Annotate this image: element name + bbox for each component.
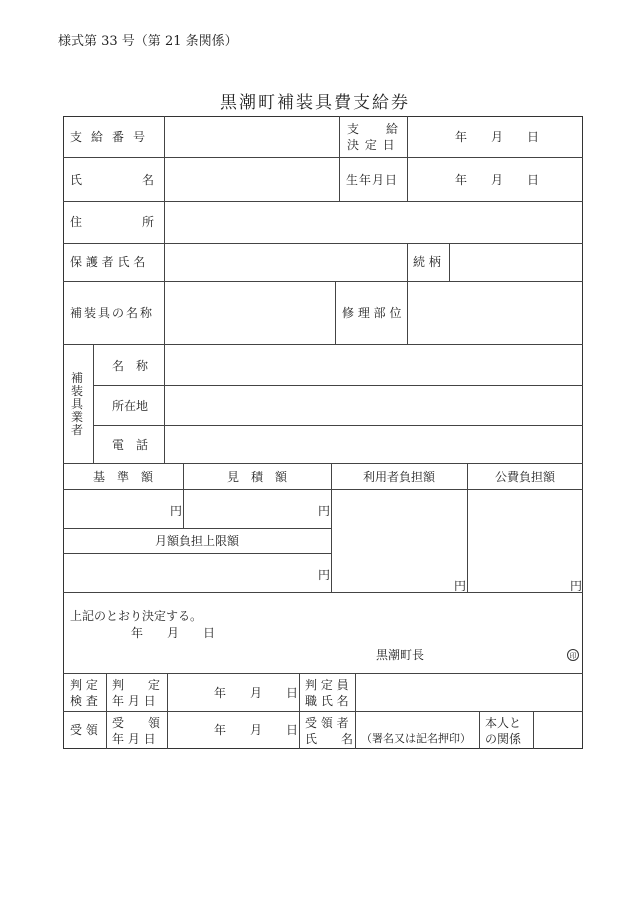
decision-date-value[interactable]: 年 月 日	[455, 130, 540, 144]
signature-note: （署名又は記名押印）	[361, 732, 471, 745]
mayor-title: 黒潮町長	[376, 648, 425, 662]
relation-label: 続 柄	[413, 255, 441, 269]
receipt-date-label-2: 年 月 日	[112, 732, 156, 746]
decision-date-label-2: 決 定 日	[347, 138, 396, 152]
birth-date-label: 生年月日	[346, 173, 399, 187]
decision-date-label: 支 給	[347, 122, 400, 136]
recipient-label: 受 領 者	[305, 716, 349, 730]
decision-date[interactable]: 年 月 日	[131, 626, 216, 640]
relation-to-person-label-2: の関係	[485, 732, 522, 746]
public-burden-yen: 円	[570, 579, 583, 593]
repair-part-label: 修 理 部 位	[342, 306, 402, 320]
receipt-label: 受 領	[70, 723, 98, 737]
standard-amount-yen: 円	[170, 504, 183, 518]
recipient-label-2: 氏 名	[305, 732, 354, 746]
judgment-date-label-2: 年 月 日	[112, 694, 156, 708]
estimate-amount-yen: 円	[318, 504, 331, 518]
vendor-phone-label: 電 話	[112, 438, 149, 452]
decision-statement: 上記のとおり決定する。	[70, 609, 203, 623]
judgment-inspection-label-2: 検 査	[70, 694, 98, 708]
page-title: 黒潮町補装具費支給券	[220, 93, 410, 113]
device-name-label: 補装具の名称	[70, 306, 155, 320]
user-burden-yen: 円	[454, 579, 467, 593]
vendor-name-label: 名 称	[112, 359, 149, 373]
vendor-section-label: 補装具業者	[71, 371, 84, 437]
relation-to-person-label: 本人と	[485, 716, 522, 730]
form-number: 様式第 33 号（第 21 条関係）	[58, 34, 238, 49]
guardian-name-label: 保 護 者 氏 名	[70, 255, 146, 269]
birth-date-value[interactable]: 年 月 日	[455, 173, 540, 187]
issue-number-label: 支給番号	[70, 130, 155, 144]
vendor-location-label: 所在地	[112, 399, 149, 413]
receipt-date-value[interactable]: 年 月 日	[214, 723, 299, 737]
estimate-amount-header: 見 積 額	[226, 470, 287, 484]
judgment-date-value[interactable]: 年 月 日	[214, 686, 299, 700]
judgment-inspection-label: 判 定	[70, 678, 98, 692]
standard-amount-header: 基 準 額	[92, 470, 153, 484]
name-label: 氏 名	[70, 173, 155, 187]
address-label: 住 所	[70, 215, 155, 229]
monthly-limit-label: 月額負担上限額	[154, 534, 239, 548]
seal-mark: 印	[567, 649, 579, 661]
judgment-date-label: 判 定	[112, 678, 161, 692]
judge-title-label: 判 定 員	[305, 678, 349, 692]
monthly-limit-yen: 円	[318, 568, 331, 582]
voucher-table	[63, 116, 583, 749]
user-burden-header: 利用者負担額	[362, 470, 435, 484]
judge-title-label-2: 職 氏 名	[305, 694, 349, 708]
public-burden-header: 公費負担額	[494, 470, 555, 484]
receipt-date-label: 受 領	[112, 716, 161, 730]
